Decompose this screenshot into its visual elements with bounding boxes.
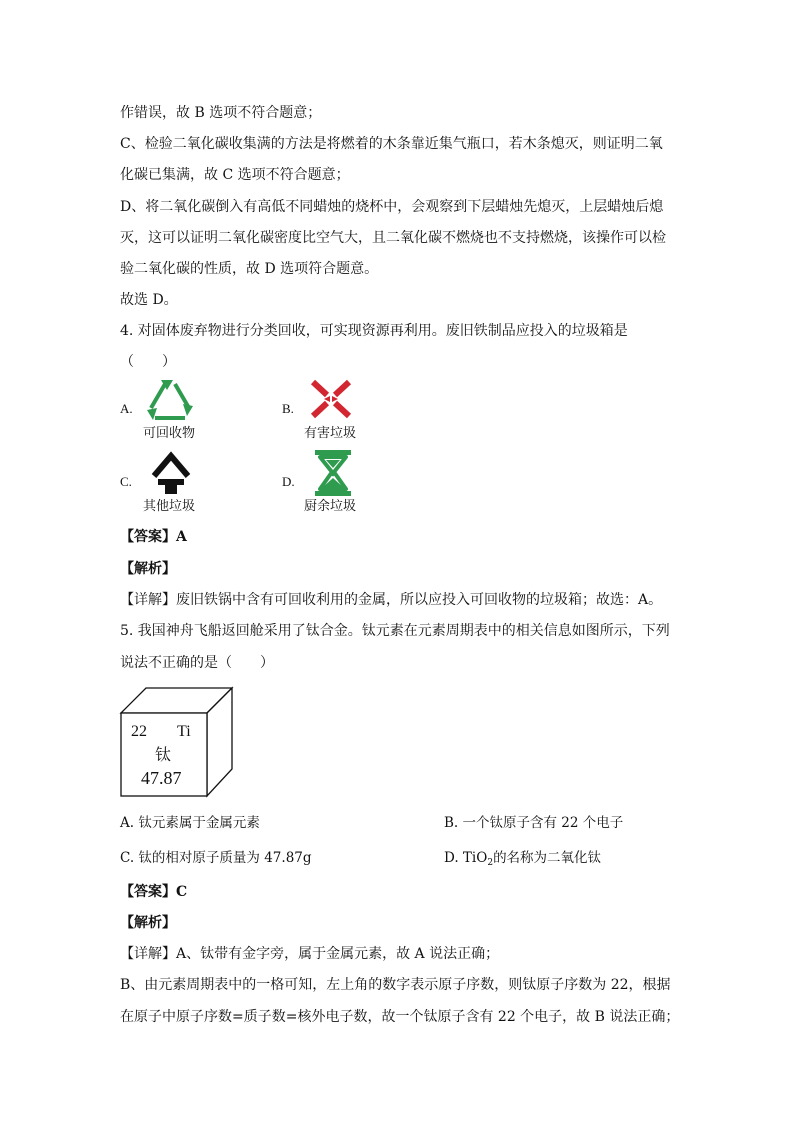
option-a-caption: 可回收物 [143,426,196,441]
question-4-stem: 4. 对固体废弃物进行分类回收，可实现资源再利用。废旧铁制品应投入的垃圾箱是 [120,323,628,339]
option-b-letter: B. [282,401,294,416]
text-line: 化碳已集满，故 C 选项不符合题意； [120,167,350,183]
element-symbol: Ti [177,723,191,740]
option-c-caption: 其他垃圾 [143,499,196,514]
option-b: B. 一个钛原子含有 22 个电子 [444,815,624,831]
detail-text: 【详解】废旧铁锅中含有可回收利用的金属，所以应投入可回收物的垃圾箱；故选：A。 [120,592,663,608]
detail-text: 【详解】A、钛带有金字旁，属于金属元素，故 A 说法正确； [120,946,500,962]
option-a: A. 钛元素属于金属元素 [120,815,260,831]
option-d-subscript: 2 [487,858,494,868]
analysis-label: 【解析】 [120,915,176,931]
kitchen-waste-icon [312,448,354,498]
text-line: C、检验二氧化碳收集满的方法是将燃着的木条靠近集气瓶口，若木条熄灭，则证明二氧 [120,136,663,152]
option-d-suffix: 的名称为二氧化钛 [493,850,602,866]
other-waste-icon [148,450,194,496]
text-line: D、将二氧化碳倒入有高低不同蜡烛的烧杯中，会观察到下层蜡烛先熄灭，上层蜡烛后熄 [120,199,664,215]
question-4-paren: （ ） [120,354,176,370]
option-d [444,846,601,868]
answer-label: 【答案】C [120,884,188,900]
option-d-letter: D. [282,474,295,489]
hazardous-waste-icon [309,378,353,420]
option-c-letter: C. [120,474,132,489]
answer-label: 【答案】A [120,529,187,545]
atomic-number: 22 [131,723,147,740]
text-line: 故选 D。 [120,292,178,308]
atomic-mass: 47.87 [141,768,182,788]
question-5-stem: 5. 我国神舟飞船返回舱采用了钛合金。钛元素在元素周期表中的相关信息如图所示，下列 [120,623,670,639]
text-line: 灭，这可以证明二氧化碳密度比空气大，且二氧化碳不燃烧也不支持燃烧，该操作可以检 [120,230,666,246]
option-c: C. 钛的相对原子质量为 47.87g [120,850,312,866]
text-line: 在原子中原子序数=质子数=核外电子数，故一个钛原子含有 22 个电子，故 B 说法正确； [120,1009,680,1025]
analysis-label: 【解析】 [120,561,176,577]
option-a-letter: A. [120,401,133,416]
recycle-icon [143,378,197,424]
option-d-prefix: D. TiO [444,850,488,866]
question-5-stem: 说法不正确的是（ ） [120,655,274,671]
element-name: 钛 [155,745,172,764]
text-line: B、由元素周期表中的一格可知，左上角的数字表示原子序数，则钛原子序数为 22，根据 [120,977,671,993]
text-line: 验二氧化碳的性质，故 D 选项符合题意。 [120,261,379,277]
text-line: 作错误，故 B 选项不符合题意； [120,105,322,121]
option-d-caption: 厨余垃圾 [304,499,357,514]
option-b-caption: 有害垃圾 [304,426,357,441]
